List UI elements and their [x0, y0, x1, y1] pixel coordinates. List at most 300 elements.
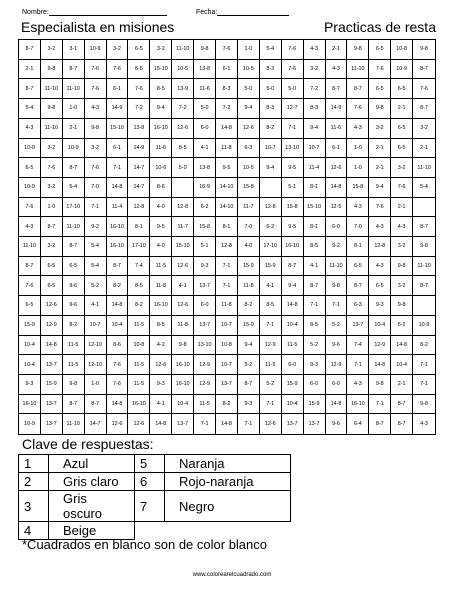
grid-cell[interactable]: 10-7	[85, 316, 107, 336]
grid-cell[interactable]: 9-8	[369, 375, 391, 395]
grid-cell[interactable]: 11-5	[128, 316, 150, 336]
grid-cell[interactable]: 9-4	[150, 99, 172, 119]
grid-cell[interactable]: 6-5	[19, 296, 41, 316]
grid-cell[interactable]: 5-2	[85, 276, 107, 296]
grid-cell[interactable]: 11-10	[413, 158, 435, 178]
grid-cell[interactable]: 10-8	[216, 336, 238, 356]
grid-cell[interactable]: 8-2	[413, 336, 435, 356]
grid-cell[interactable]: 11-5	[194, 395, 216, 415]
grid-cell[interactable]: 8-7	[347, 79, 369, 99]
grid-cell[interactable]: 6-0	[304, 375, 326, 395]
grid-cell[interactable]: 3-2	[41, 40, 63, 60]
grid-cell[interactable]: 16-10	[107, 217, 129, 237]
grid-cell[interactable]: 10-4	[282, 395, 304, 415]
grid-cell[interactable]: 12-6	[238, 119, 260, 139]
grid-cell[interactable]: 13-10	[282, 139, 304, 159]
grid-cell[interactable]: 9-4	[238, 99, 260, 119]
grid-cell[interactable]: 4-1	[260, 276, 282, 296]
grid-cell[interactable]: 7-2	[128, 99, 150, 119]
grid-cell[interactable]: 9-8	[326, 276, 348, 296]
grid-cell[interactable]: 11-6	[194, 79, 216, 99]
grid-cell[interactable]: 11-10	[347, 60, 369, 80]
grid-cell[interactable]: 13-7	[41, 355, 63, 375]
grid-cell[interactable]: 6-5	[369, 79, 391, 99]
grid-cell[interactable]: 8-7	[63, 395, 85, 415]
grid-cell[interactable]: 14-9	[326, 99, 348, 119]
grid-cell[interactable]: 16-10	[150, 296, 172, 316]
grid-cell[interactable]: 8-7	[238, 375, 260, 395]
grid-cell[interactable]: 9-8	[391, 296, 413, 316]
grid-cell[interactable]: 10-4	[19, 336, 41, 356]
grid-cell[interactable]: 15-8	[347, 178, 369, 198]
grid-cell[interactable]: 7-6	[413, 79, 435, 99]
grid-cell[interactable]: 14-8	[369, 355, 391, 375]
grid-cell[interactable]: 14-8	[282, 296, 304, 316]
grid-cell[interactable]: 12-9	[369, 336, 391, 356]
grid-cell[interactable]: 7-4	[128, 257, 150, 277]
grid-cell[interactable]: 8-5	[150, 79, 172, 99]
grid-cell[interactable]: 3-2	[41, 178, 63, 198]
grid-cell[interactable]: 12-10	[85, 355, 107, 375]
grid-cell[interactable]: 9-6	[326, 414, 348, 434]
grid-cell[interactable]: 5-2	[326, 316, 348, 336]
grid-cell[interactable]: 2-1	[63, 119, 85, 139]
grid-cell[interactable]: 13-8	[194, 158, 216, 178]
website-footer[interactable]: www.colorearelcuadrado.com	[192, 572, 272, 578]
grid-cell[interactable]: 3-2	[107, 40, 129, 60]
grid-cell[interactable]: 7-6	[85, 79, 107, 99]
grid-cell[interactable]: 14-8	[216, 119, 238, 139]
grid-cell[interactable]: 8-2	[238, 296, 260, 316]
grid-cell[interactable]: 10-9	[413, 316, 435, 336]
grid-cell[interactable]: 4-1	[194, 139, 216, 159]
grid-cell[interactable]: 7-6	[107, 375, 129, 395]
grid-cell[interactable]: 6-5	[347, 257, 369, 277]
grid-cell[interactable]: 7-6	[347, 99, 369, 119]
grid-cell[interactable]: 15-10	[304, 198, 326, 218]
grid-cell[interactable]: 13-7	[282, 414, 304, 434]
grid-cell[interactable]	[413, 296, 435, 316]
grid-cell[interactable]: 11-5	[260, 355, 282, 375]
grid-cell[interactable]: 8-7	[391, 414, 413, 434]
grid-cell[interactable]: 11-4	[304, 158, 326, 178]
grid-cell[interactable]: 8-7	[63, 158, 85, 178]
grid-cell[interactable]: 4-1	[172, 276, 194, 296]
grid-cell[interactable]: 8-7	[413, 276, 435, 296]
grid-cell[interactable]: 10-9	[19, 139, 41, 159]
grid-cell[interactable]: 8-7	[326, 79, 348, 99]
grid-cell[interactable]: 5-4	[260, 40, 282, 60]
grid-cell[interactable]: 10-6	[150, 158, 172, 178]
grid-cell[interactable]: 6-1	[107, 79, 129, 99]
grid-cell[interactable]: 4-0	[238, 237, 260, 257]
grid-cell[interactable]: 7-1	[326, 296, 348, 316]
grid-cell[interactable]: 11-7	[172, 217, 194, 237]
grid-cell[interactable]: 9-3	[19, 375, 41, 395]
grid-cell[interactable]: 4-3	[347, 119, 369, 139]
grid-cell[interactable]: 9-4	[260, 158, 282, 178]
grid-cell[interactable]: 6-1	[326, 139, 348, 159]
grid-cell[interactable]: 4-1	[85, 296, 107, 316]
grid-cell[interactable]: 4-3	[304, 40, 326, 60]
grid-cell[interactable]: 7-6	[282, 40, 304, 60]
grid-cell[interactable]: 12-5	[326, 198, 348, 218]
grid-cell[interactable]: 10-5	[238, 60, 260, 80]
grid-cell[interactable]: 8-7	[63, 237, 85, 257]
grid-cell[interactable]: 7-1	[216, 257, 238, 277]
grid-cell[interactable]: 10-9	[391, 60, 413, 80]
grid-cell[interactable]: 5-4	[19, 99, 41, 119]
grid-cell[interactable]: 9-3	[304, 355, 326, 375]
grid-cell[interactable]: 13-8	[194, 60, 216, 80]
grid-cell[interactable]: 4-1	[150, 395, 172, 415]
grid-cell[interactable]: 8-3	[260, 99, 282, 119]
grid-cell[interactable]: 5-2	[238, 355, 260, 375]
grid-cell[interactable]: 12-9	[41, 316, 63, 336]
grid-cell[interactable]: 9-8	[391, 257, 413, 277]
grid-cell[interactable]: 2-1	[413, 139, 435, 159]
grid-cell[interactable]: 12-9	[326, 355, 348, 375]
grid-cell[interactable]: 9-2	[326, 237, 348, 257]
grid-cell[interactable]: 7-2	[172, 99, 194, 119]
grid-cell[interactable]: 5-0	[282, 79, 304, 99]
grid-cell[interactable]: 9-3	[369, 296, 391, 316]
grid-cell[interactable]	[172, 178, 194, 198]
grid-cell[interactable]: 1-0	[347, 139, 369, 159]
grid-cell[interactable]: 9-8	[41, 60, 63, 80]
grid-cell[interactable]: 1-0	[41, 198, 63, 218]
grid-cell[interactable]: 8-5	[172, 139, 194, 159]
grid-cell[interactable]: 9-3	[194, 257, 216, 277]
grid-cell[interactable]: 7-0	[85, 178, 107, 198]
grid-cell[interactable]: 14-7	[85, 414, 107, 434]
grid-cell[interactable]: 6-2	[194, 198, 216, 218]
grid-cell[interactable]: 10-4	[19, 355, 41, 375]
grid-cell[interactable]: 9-5	[216, 158, 238, 178]
grid-cell[interactable]: 8-5	[304, 316, 326, 336]
grid-cell[interactable]: 7-1	[347, 355, 369, 375]
grid-cell[interactable]: 12-6	[150, 355, 172, 375]
grid-cell[interactable]: 6-5	[391, 79, 413, 99]
grid-cell[interactable]: 8-5	[128, 276, 150, 296]
grid-cell[interactable]: 13-10	[194, 336, 216, 356]
grid-cell[interactable]: 3-2	[41, 139, 63, 159]
date-line[interactable]	[217, 15, 289, 16]
grid-cell[interactable]: 12-6	[41, 296, 63, 316]
grid-cell[interactable]: 11-10	[172, 40, 194, 60]
grid-cell[interactable]: 8-7	[413, 60, 435, 80]
grid-cell[interactable]: 14-8	[216, 414, 238, 434]
grid-cell[interactable]: 16-9	[194, 178, 216, 198]
grid-cell[interactable]: 11-8	[150, 276, 172, 296]
grid-cell[interactable]: 16-10	[128, 395, 150, 415]
grid-cell[interactable]: 12-6	[172, 119, 194, 139]
grid-cell[interactable]: 10-5	[238, 158, 260, 178]
grid-cell[interactable]: 9-8	[194, 40, 216, 60]
grid-cell[interactable]: 3-2	[391, 276, 413, 296]
grid-cell[interactable]: 6-3	[238, 139, 260, 159]
grid-cell[interactable]: 11-10	[41, 79, 63, 99]
grid-cell[interactable]: 9-5	[282, 217, 304, 237]
grid-cell[interactable]: 2-1	[391, 198, 413, 218]
grid-cell[interactable]: 9-4	[238, 336, 260, 356]
grid-cell[interactable]: 15-9	[238, 316, 260, 336]
grid-cell[interactable]: 7-1	[194, 414, 216, 434]
grid-cell[interactable]: 9-3	[150, 375, 172, 395]
grid-cell[interactable]: 12-9	[260, 336, 282, 356]
grid-cell[interactable]: 9-6	[63, 276, 85, 296]
grid-cell[interactable]: 6-1	[107, 139, 129, 159]
grid-cell[interactable]: 12-6	[107, 414, 129, 434]
grid-cell[interactable]: 14-7	[128, 158, 150, 178]
grid-cell[interactable]: 3-2	[413, 119, 435, 139]
grid-cell[interactable]: 1-0	[85, 375, 107, 395]
grid-cell[interactable]: 7-2	[304, 79, 326, 99]
grid-cell[interactable]: 7-1	[413, 375, 435, 395]
grid-cell[interactable]: 7-6	[282, 60, 304, 80]
grid-cell[interactable]: 6-0	[194, 296, 216, 316]
grid-cell[interactable]: 13-7	[41, 414, 63, 434]
grid-cell[interactable]: 16-10	[107, 237, 129, 257]
grid-cell[interactable]: 2-1	[369, 158, 391, 178]
grid-cell[interactable]: 6-0	[326, 217, 348, 237]
grid-cell[interactable]: 7-1	[304, 296, 326, 316]
grid-cell[interactable]: 3-2	[304, 60, 326, 80]
grid-cell[interactable]: 8-3	[260, 60, 282, 80]
grid-cell[interactable]: 6-5	[41, 276, 63, 296]
grid-cell[interactable]: 5-0	[238, 79, 260, 99]
grid-cell[interactable]: 15-9	[282, 375, 304, 395]
grid-cell[interactable]: 14-9	[128, 139, 150, 159]
grid-cell[interactable]: 12-6	[260, 414, 282, 434]
grid-cell[interactable]: 10-7	[216, 316, 238, 336]
grid-cell[interactable]: 5-2	[260, 375, 282, 395]
grid-cell[interactable]: 4-3	[19, 119, 41, 139]
grid-cell[interactable]: 10-7	[304, 139, 326, 159]
grid-cell[interactable]: 6-4	[347, 414, 369, 434]
grid-cell[interactable]: 13-7	[216, 375, 238, 395]
grid-cell[interactable]: 9-4	[369, 178, 391, 198]
grid-cell[interactable]: 11-8	[216, 139, 238, 159]
grid-cell[interactable]: 17-10	[63, 198, 85, 218]
grid-cell[interactable]: 8-6	[150, 178, 172, 198]
grid-cell[interactable]: 11-10	[63, 79, 85, 99]
grid-cell[interactable]: 8-7	[413, 217, 435, 237]
grid-cell[interactable]: 4-3	[420, 421, 428, 428]
grid-cell[interactable]: 11-10	[63, 414, 85, 434]
grid-cell[interactable]: 10-9	[19, 414, 41, 434]
grid-cell[interactable]: 11-8	[216, 296, 238, 316]
grid-cell[interactable]: 11-7	[238, 198, 260, 218]
grid-cell[interactable]	[260, 178, 282, 198]
grid-cell[interactable]: 8-1	[347, 237, 369, 257]
grid-cell[interactable]: 11-10	[19, 237, 41, 257]
grid-cell[interactable]: 7-6	[19, 198, 41, 218]
grid-cell[interactable]: 7-6	[41, 158, 63, 178]
grid-cell[interactable]: 9-8	[85, 119, 107, 139]
grid-cell[interactable]: 4-3	[85, 99, 107, 119]
grid-cell[interactable]: 8-7	[107, 257, 129, 277]
grid-cell[interactable]: 4-0	[150, 237, 172, 257]
grid-cell[interactable]: 7-6	[369, 198, 391, 218]
grid-cell[interactable]: 5-1	[194, 237, 216, 257]
grid-cell[interactable]: 10-4	[172, 395, 194, 415]
grid-cell[interactable]: 7-1	[238, 414, 260, 434]
grid-cell[interactable]: 7-1	[260, 395, 282, 415]
grid-cell[interactable]: 8-5	[260, 296, 282, 316]
grid-cell[interactable]: 8-7	[391, 395, 413, 415]
grid-cell[interactable]: 16-10	[19, 395, 41, 415]
grid-cell[interactable]: 9-8	[63, 375, 85, 395]
grid-cell[interactable]: 16-10	[150, 119, 172, 139]
grid-cell[interactable]: 6-5	[369, 276, 391, 296]
grid-cell[interactable]: 13-7	[347, 316, 369, 336]
grid-cell[interactable]: 2-1	[391, 375, 413, 395]
grid-cell[interactable]: 15-10	[172, 237, 194, 257]
grid-cell[interactable]: 12-6	[172, 296, 194, 316]
grid-cell[interactable]: 10-4	[369, 316, 391, 336]
grid-cell[interactable]: 2-1	[326, 40, 348, 60]
grid-cell[interactable]: 5-4	[85, 237, 107, 257]
grid-cell[interactable]: 8-7	[19, 40, 41, 60]
grid-cell[interactable]: 11-6	[326, 119, 348, 139]
grid-cell[interactable]: 11-10	[413, 257, 435, 277]
grid-cell[interactable]: 5-0	[260, 79, 282, 99]
grid-cell[interactable]: 11-5	[282, 336, 304, 356]
grid-cell[interactable]: 7-6	[391, 178, 413, 198]
grid-cell[interactable]: 8-1	[304, 217, 326, 237]
grid-cell[interactable]: 8-1	[128, 217, 150, 237]
grid-cell[interactable]: 9-6	[63, 296, 85, 316]
grid-cell[interactable]: 11-10	[41, 119, 63, 139]
grid-cell[interactable]: 13-7	[172, 414, 194, 434]
grid-cell[interactable]: 10-7	[260, 139, 282, 159]
grid-cell[interactable]: 8-3	[216, 79, 238, 99]
grid-cell[interactable]: 6-0	[194, 119, 216, 139]
grid-cell[interactable]: 8-7	[19, 79, 41, 99]
grid-cell[interactable]: 14-10	[216, 178, 238, 198]
grid-cell[interactable]: 8-7	[304, 276, 326, 296]
grid-cell[interactable]: 7-4	[347, 336, 369, 356]
grid-cell[interactable]: 8-2	[128, 296, 150, 316]
grid-cell[interactable]: 14-8	[391, 336, 413, 356]
grid-cell[interactable]: 4-3	[19, 217, 41, 237]
grid-cell[interactable]: 9-8	[413, 395, 435, 415]
grid-cell[interactable]: 13-9	[172, 79, 194, 99]
grid-cell[interactable]: 15-10	[150, 60, 172, 80]
grid-cell[interactable]: 11-6	[150, 139, 172, 159]
grid-cell[interactable]: 7-1	[282, 119, 304, 139]
grid-cell[interactable]: 9-8	[41, 99, 63, 119]
grid-cell[interactable]: 11-4	[107, 198, 129, 218]
grid-cell[interactable]: 1-0	[63, 99, 85, 119]
grid-cell[interactable]: 14-8	[326, 178, 348, 198]
grid-cell[interactable]: 5-4	[413, 178, 435, 198]
grid-cell[interactable]: 16-10	[172, 355, 194, 375]
grid-cell[interactable]: 11-5	[63, 336, 85, 356]
grid-cell[interactable]: 7-6	[107, 60, 129, 80]
grid-cell[interactable]: 14-8	[107, 395, 129, 415]
grid-cell[interactable]: 9-8	[172, 336, 194, 356]
grid-cell[interactable]: 15-9	[19, 316, 41, 336]
grid-cell[interactable]: 8-7	[19, 257, 41, 277]
grid-cell[interactable]: 10-4	[282, 316, 304, 336]
grid-cell[interactable]: 2-1	[369, 139, 391, 159]
grid-cell[interactable]: 3-2	[391, 237, 413, 257]
grid-cell[interactable]: 6-5	[41, 257, 63, 277]
grid-cell[interactable]: 12-6	[128, 414, 150, 434]
grid-cell[interactable]: 9-8	[413, 40, 435, 60]
grid-cell[interactable]: 8-1	[304, 178, 326, 198]
grid-cell[interactable]: 6-5	[19, 158, 41, 178]
grid-cell[interactable]: 6-5	[128, 60, 150, 80]
grid-cell[interactable]: 15-9	[41, 375, 63, 395]
grid-cell[interactable]: 10-7	[216, 355, 238, 375]
grid-cell[interactable]: 11-5	[128, 355, 150, 375]
grid-cell[interactable]: 13-7	[41, 395, 63, 415]
grid-cell[interactable]: 8-5	[304, 237, 326, 257]
grid-cell[interactable]: 8-7	[413, 99, 435, 119]
grid-cell[interactable]: 14-8	[326, 395, 348, 415]
grid-cell[interactable]: 7-1	[260, 316, 282, 336]
grid-cell[interactable]: 10-4	[107, 316, 129, 336]
grid-cell[interactable]: 13-8	[128, 119, 150, 139]
grid-cell[interactable]: 3-2	[85, 139, 107, 159]
grid-cell[interactable]: 4-2	[150, 336, 172, 356]
grid-cell[interactable]: 3-2	[391, 158, 413, 178]
grid-cell[interactable]: 8-6	[107, 336, 129, 356]
grid-cell[interactable]: 14-8	[107, 178, 129, 198]
grid-cell[interactable]: 12-6	[326, 158, 348, 178]
grid-cell[interactable]: 3-1	[63, 40, 85, 60]
grid-cell[interactable]: 13-7	[194, 316, 216, 336]
grid-cell[interactable]: 17-10	[128, 237, 150, 257]
grid-cell[interactable]: 16-10	[172, 375, 194, 395]
grid-cell[interactable]: 7-6	[216, 40, 238, 60]
grid-cell[interactable]: 12-8	[128, 198, 150, 218]
grid-cell[interactable]: 4-3	[391, 217, 413, 237]
grid-cell[interactable]: 8-3	[304, 99, 326, 119]
grid-cell[interactable]: 4-3	[326, 60, 348, 80]
grid-cell[interactable]: 9-4	[304, 119, 326, 139]
grid-cell[interactable]: 9-2	[85, 217, 107, 237]
grid-cell[interactable]: 10-8	[391, 40, 413, 60]
grid-cell[interactable]: 11-8	[238, 276, 260, 296]
grid-cell[interactable]: 8-2	[63, 316, 85, 336]
grid-cell[interactable]: 5-0	[194, 99, 216, 119]
grid-cell[interactable]: 9-3	[238, 395, 260, 415]
grid-cell[interactable]: 11-5	[63, 355, 85, 375]
grid-cell[interactable]: 13-7	[304, 414, 326, 434]
grid-cell[interactable]: 11-5	[150, 257, 172, 277]
grid-cell[interactable]: 9-5	[282, 158, 304, 178]
grid-cell[interactable]: 14-8	[41, 336, 63, 356]
grid-cell[interactable]: 7-6	[85, 60, 107, 80]
grid-cell[interactable]: 14-9	[107, 99, 129, 119]
grid-cell[interactable]: 9-5	[150, 217, 172, 237]
grid-cell[interactable]: 15-10	[107, 119, 129, 139]
grid-cell[interactable]: 15-9	[260, 257, 282, 277]
grid-cell[interactable]: 3-2	[41, 237, 63, 257]
grid-cell[interactable]: 15-9	[238, 257, 260, 277]
grid-cell[interactable]: 2-1	[391, 99, 413, 119]
grid-cell[interactable]: 10-4	[391, 355, 413, 375]
grid-cell[interactable]: 6-0	[326, 375, 348, 395]
grid-cell[interactable]: 8-7	[85, 395, 107, 415]
grid-cell[interactable]: 7-1	[413, 355, 435, 375]
grid-cell[interactable]: 12-7	[282, 99, 304, 119]
grid-cell[interactable]: 7-1	[216, 276, 238, 296]
